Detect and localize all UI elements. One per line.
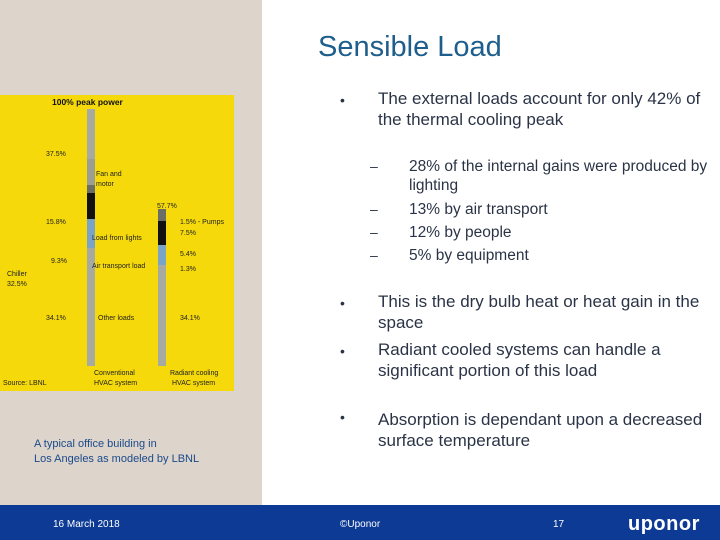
rad-bar-other	[158, 265, 166, 366]
conv-bar-chiller	[87, 109, 95, 159]
label-37-5: 37.5%	[46, 151, 66, 158]
bullet-dot: •	[340, 343, 345, 359]
peak-power-figure	[0, 95, 234, 391]
label-radiant-hvac: HVAC system	[172, 380, 216, 387]
caption-line-1: A typical office building in	[34, 438, 157, 450]
sub-bullet-equipment: 5% by equipment	[409, 247, 529, 264]
footer-bar	[0, 505, 720, 540]
bullet-absorption: Absorption is dependant upon a decreased surface temperature	[378, 410, 703, 450]
label-chiller: Chiller	[7, 271, 27, 278]
label-15-8: 15.8%	[46, 219, 66, 226]
dash: –	[370, 201, 378, 217]
dash: –	[370, 224, 378, 240]
rad-bar-top	[158, 209, 166, 221]
label-air-transport: Air transport load	[92, 263, 146, 270]
rad-bar-lights	[158, 221, 166, 245]
caption-line-2: Los Angeles as modeled by LBNL	[34, 453, 200, 465]
label-5-4: 5.4%	[180, 251, 196, 258]
label-7-5: 7.5%	[180, 230, 196, 237]
uponor-logo: uponor	[628, 513, 700, 535]
sub-bullet-air-transport: 13% by air transport	[409, 201, 548, 218]
figure-caption	[34, 437, 199, 467]
label-9-3: 9.3%	[51, 258, 67, 265]
sub-bullet-lighting: 28% of the internal gains were produced by lighting	[409, 158, 708, 194]
label-32-5: 32.5%	[7, 281, 27, 288]
bullet-radiant-cooled: Radiant cooled systems can handle a significant portion of this load	[378, 340, 661, 380]
dash: –	[370, 247, 378, 263]
bullet-dry-bulb: This is the dry bulb heat or heat gain in the space	[378, 292, 700, 332]
label-load-from-lights: Load from lights	[92, 235, 142, 242]
label-57-7: 57.7%	[157, 203, 177, 210]
footer-copyright: ©Uponor	[340, 519, 381, 530]
label-motor: motor	[96, 181, 114, 188]
page-number: 17	[553, 519, 565, 530]
figure-source: Source: LBNL	[3, 380, 47, 387]
figure-title: 100% peak power	[52, 97, 123, 107]
conv-bar-fan	[87, 159, 95, 185]
label-conventional-hvac: HVAC system	[94, 380, 138, 387]
slide-title: Sensible Load	[318, 31, 502, 63]
dash: –	[370, 158, 378, 174]
bullet-dot: •	[340, 295, 345, 311]
conv-bar-pumps	[87, 185, 95, 193]
footer-date: 16 March 2018	[53, 519, 120, 530]
label-34-1-right: 34.1%	[180, 315, 200, 322]
conv-bar-air	[87, 219, 95, 248]
bullet-dot: •	[340, 92, 345, 108]
label-1-3: 1.3%	[180, 266, 196, 273]
conv-bar-lights	[87, 193, 95, 219]
rad-bar-air	[158, 245, 166, 265]
label-radiant: Radiant cooling	[170, 370, 219, 377]
label-34-1-left: 34.1%	[46, 315, 66, 322]
label-conventional: Conventional	[94, 370, 135, 377]
label-fan-and: Fan and	[96, 171, 122, 178]
label-other-loads: Other loads	[98, 315, 135, 322]
bullet-dot: •	[340, 409, 345, 425]
bullet-external-loads: The external loads account for only 42% of the thermal cooling peak	[378, 89, 701, 129]
label-pumps: 1.5% - Pumps	[180, 219, 224, 226]
sub-bullet-people: 12% by people	[409, 224, 512, 241]
